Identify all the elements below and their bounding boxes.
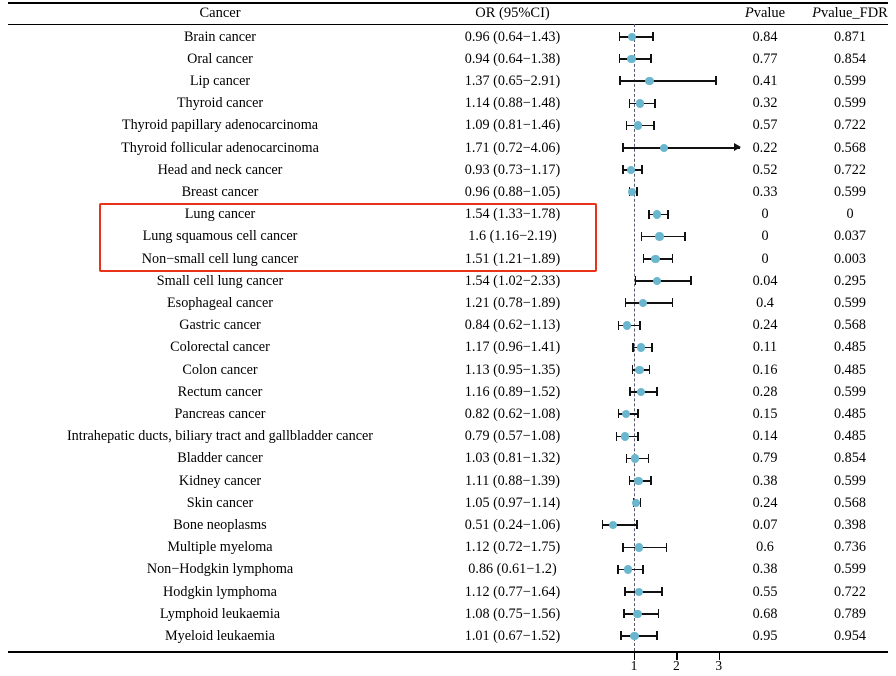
row-pvalue-fdr: 0.568 xyxy=(834,139,866,156)
row-interval-plot xyxy=(600,292,740,314)
or-point-marker xyxy=(653,277,661,285)
row-pvalue: 0.32 xyxy=(752,95,778,112)
row-or-ci: 0.96 (0.88−1.05) xyxy=(464,183,561,200)
row-interval-plot xyxy=(600,314,740,336)
row-label: Myeloid leukaemia xyxy=(165,627,275,644)
table-row xyxy=(0,625,896,647)
ci-upper-cap xyxy=(656,631,658,640)
row-label: Hodgkin lymphoma xyxy=(163,583,277,600)
row-label: Head and neck cancer xyxy=(157,161,283,178)
row-label: Colorectal cancer xyxy=(170,339,270,356)
row-pvalue-fdr: 0.854 xyxy=(834,50,866,67)
ci-lower-cap xyxy=(626,121,628,130)
row-or-ci: 1.21 (0.78−1.89) xyxy=(464,294,561,311)
row-pvalue-fdr: 0.789 xyxy=(834,605,866,622)
column-header-cancer: Cancer xyxy=(199,5,241,21)
ci-upper-cap xyxy=(715,76,717,85)
ci-lower-cap xyxy=(635,276,637,285)
ci-lower-cap xyxy=(624,587,626,596)
row-interval-plot xyxy=(600,336,740,358)
table-row xyxy=(0,181,896,203)
row-label: Kidney cancer xyxy=(178,472,262,489)
row-pvalue-fdr: 0.736 xyxy=(834,539,866,556)
table-row xyxy=(0,270,896,292)
confidence-interval-line xyxy=(625,302,672,304)
row-pvalue-fdr: 0.954 xyxy=(834,627,866,644)
row-pvalue: 0.57 xyxy=(752,117,778,134)
row-pvalue-fdr: 0.485 xyxy=(834,339,866,356)
table-row xyxy=(0,137,896,159)
ci-lower-cap xyxy=(629,387,631,396)
table-row xyxy=(0,314,896,336)
column-header-or: OR (95%CI) xyxy=(475,5,550,21)
row-or-ci: 1.09 (0.81−1.46) xyxy=(464,117,561,134)
ci-upper-cap xyxy=(641,165,643,174)
ci-upper-cap xyxy=(637,432,639,441)
confidence-interval-line xyxy=(622,147,740,149)
row-label: Lung squamous cell cancer xyxy=(142,228,298,245)
row-pvalue: 0.14 xyxy=(752,428,778,445)
ci-lower-cap xyxy=(618,409,620,418)
ci-lower-cap xyxy=(602,520,604,529)
row-pvalue: 0 xyxy=(761,228,769,245)
row-pvalue-fdr: 0 xyxy=(846,206,854,223)
row-or-ci: 1.05 (0.97−1.14) xyxy=(464,494,561,511)
row-label: Thyroid follicular adenocarcinoma xyxy=(121,139,319,156)
row-pvalue: 0.22 xyxy=(752,139,778,156)
or-point-marker xyxy=(624,565,632,573)
or-point-marker xyxy=(636,99,644,107)
row-label: Oral cancer xyxy=(187,50,253,67)
row-label: Pancreas cancer xyxy=(174,405,266,422)
table-row xyxy=(0,403,896,425)
table-row xyxy=(0,603,896,625)
ci-upper-cap xyxy=(648,454,650,463)
table-row xyxy=(0,359,896,381)
ci-upper-cap xyxy=(656,387,658,396)
row-label: Intrahepatic ducts, biliary tract and gallbladder cancer xyxy=(66,428,374,445)
row-pvalue-fdr: 0.485 xyxy=(834,405,866,422)
row-or-ci: 0.94 (0.64−1.38) xyxy=(464,50,561,67)
row-label: Skin cancer xyxy=(186,494,254,511)
row-label: Bone neoplasms xyxy=(173,516,267,533)
row-or-ci: 1.17 (0.96−1.41) xyxy=(464,339,561,356)
row-or-ci: 1.12 (0.72−1.75) xyxy=(464,539,561,556)
row-label: Small cell lung cancer xyxy=(156,272,284,289)
ci-upper-cap xyxy=(667,210,669,219)
ci-upper-cap xyxy=(684,232,686,241)
row-pvalue-fdr: 0.485 xyxy=(834,361,866,378)
row-label: Brain cancer xyxy=(183,28,257,45)
or-point-marker xyxy=(609,521,617,529)
or-point-marker xyxy=(635,588,643,596)
row-interval-plot xyxy=(600,625,740,647)
ci-lower-cap xyxy=(619,54,621,63)
row-pvalue: 0.77 xyxy=(752,50,778,67)
ci-upper-cap xyxy=(650,476,652,485)
column-header-pvalue-suffix: value xyxy=(753,5,786,21)
or-point-marker xyxy=(621,432,629,440)
row-or-ci: 1.14 (0.88−1.48) xyxy=(464,95,561,112)
row-interval-plot xyxy=(600,270,740,292)
column-header-pvalue-fdr: Pvalue_FDR xyxy=(812,5,888,21)
row-pvalue-fdr: 0.398 xyxy=(834,516,866,533)
axis-tick-label: 2 xyxy=(672,658,680,673)
row-pvalue: 0.15 xyxy=(752,405,778,422)
table-row xyxy=(0,292,896,314)
ci-lower-cap xyxy=(620,631,622,640)
table-row xyxy=(0,114,896,136)
row-label: Multiple myeloma xyxy=(167,539,273,556)
confidence-interval-line xyxy=(635,280,691,282)
row-interval-plot xyxy=(600,225,740,247)
row-pvalue: 0 xyxy=(761,206,769,223)
ci-lower-cap xyxy=(623,609,625,618)
or-point-marker xyxy=(655,232,663,240)
row-pvalue-fdr: 0.599 xyxy=(834,561,866,578)
ci-lower-cap xyxy=(622,165,624,174)
row-or-ci: 1.37 (0.65−2.91) xyxy=(464,72,561,89)
or-point-marker xyxy=(637,343,645,351)
or-point-marker xyxy=(635,543,643,551)
row-interval-plot xyxy=(600,70,740,92)
or-point-marker xyxy=(631,454,639,462)
row-pvalue-fdr: 0.037 xyxy=(834,228,866,245)
confidence-interval-line xyxy=(602,524,637,526)
row-pvalue-fdr: 0.599 xyxy=(834,383,866,400)
row-or-ci: 1.12 (0.77−1.64) xyxy=(464,583,561,600)
ci-upper-cap xyxy=(690,276,692,285)
row-pvalue: 0.6 xyxy=(756,539,774,556)
ci-lower-cap xyxy=(618,321,620,330)
row-interval-plot xyxy=(600,114,740,136)
row-pvalue-fdr: 0.568 xyxy=(834,494,866,511)
row-interval-plot xyxy=(600,181,740,203)
or-point-marker xyxy=(637,388,645,396)
row-pvalue: 0.07 xyxy=(752,516,778,533)
row-label: Gastric cancer xyxy=(179,317,261,334)
ci-upper-cap xyxy=(666,543,668,552)
or-point-marker xyxy=(651,255,659,263)
row-label: Lymphoid leukaemia xyxy=(159,605,281,622)
row-pvalue: 0.52 xyxy=(752,161,778,178)
row-pvalue-fdr: 0.599 xyxy=(834,472,866,489)
row-pvalue-fdr: 0.295 xyxy=(834,272,866,289)
row-interval-plot xyxy=(600,137,740,159)
row-pvalue: 0 xyxy=(761,250,769,267)
ci-upper-cap xyxy=(672,298,674,307)
row-or-ci: 0.51 (0.24−1.06) xyxy=(464,516,561,533)
ci-lower-cap xyxy=(622,143,624,152)
row-pvalue: 0.04 xyxy=(752,272,778,289)
row-pvalue-fdr: 0.568 xyxy=(834,317,866,334)
row-or-ci: 1.54 (1.33−1.78) xyxy=(464,206,561,223)
ci-lower-cap xyxy=(626,454,628,463)
ci-upper-cap xyxy=(651,343,653,352)
row-or-ci: 0.96 (0.64−1.43) xyxy=(464,28,561,45)
row-label: Rectum cancer xyxy=(177,383,263,400)
row-interval-plot xyxy=(600,248,740,270)
row-or-ci: 1.01 (0.67−1.52) xyxy=(464,627,561,644)
row-interval-plot xyxy=(600,359,740,381)
row-interval-plot xyxy=(600,603,740,625)
row-or-ci: 1.08 (0.75−1.56) xyxy=(464,605,561,622)
or-point-marker xyxy=(660,144,668,152)
row-interval-plot xyxy=(600,26,740,48)
table-row xyxy=(0,558,896,580)
ci-lower-cap xyxy=(643,254,645,263)
row-interval-plot xyxy=(600,203,740,225)
table-row xyxy=(0,381,896,403)
row-pvalue: 0.38 xyxy=(752,561,778,578)
row-pvalue: 0.55 xyxy=(752,583,778,600)
row-pvalue-fdr: 0.599 xyxy=(834,95,866,112)
row-pvalue: 0.79 xyxy=(752,450,778,467)
or-point-marker xyxy=(635,366,643,374)
row-pvalue-fdr: 0.003 xyxy=(834,250,866,267)
confidence-interval-line xyxy=(619,80,715,82)
row-pvalue-fdr: 0.722 xyxy=(834,161,866,178)
ci-lower-cap xyxy=(632,343,634,352)
row-or-ci: 1.6 (1.16−2.19) xyxy=(468,228,557,245)
or-point-marker xyxy=(627,55,635,63)
row-or-ci: 0.84 (0.62−1.13) xyxy=(464,317,561,334)
column-header-pvalue: Pvalue xyxy=(744,5,786,21)
row-interval-plot xyxy=(600,159,740,181)
row-or-ci: 1.51 (1.21−1.89) xyxy=(464,250,561,267)
ci-lower-cap xyxy=(616,432,618,441)
table-row xyxy=(0,336,896,358)
ci-upper-cap xyxy=(636,187,638,196)
row-pvalue-fdr: 0.485 xyxy=(834,428,866,445)
row-interval-plot xyxy=(600,381,740,403)
ci-upper-cap xyxy=(653,121,655,130)
or-point-marker xyxy=(623,321,631,329)
row-pvalue-fdr: 0.722 xyxy=(834,117,866,134)
row-or-ci: 1.16 (0.89−1.52) xyxy=(464,383,561,400)
row-pvalue-fdr: 0.854 xyxy=(834,450,866,467)
row-interval-plot xyxy=(600,492,740,514)
row-pvalue-fdr: 0.599 xyxy=(834,183,866,200)
table-row xyxy=(0,447,896,469)
ci-lower-cap xyxy=(629,99,631,108)
row-label: Colon cancer xyxy=(182,361,258,378)
row-interval-plot xyxy=(600,447,740,469)
row-interval-plot xyxy=(600,92,740,114)
row-or-ci: 0.82 (0.62−1.08) xyxy=(464,405,561,422)
ci-upper-cap xyxy=(652,32,654,41)
row-label: Thyroid papillary adenocarcinoma xyxy=(121,117,319,134)
ci-lower-cap xyxy=(629,476,631,485)
row-pvalue-fdr: 0.722 xyxy=(834,583,866,600)
or-point-marker xyxy=(630,632,638,640)
row-pvalue-fdr: 0.599 xyxy=(834,72,866,89)
ci-upper-cap xyxy=(661,587,663,596)
row-pvalue: 0.33 xyxy=(752,183,778,200)
ci-upper-cap xyxy=(636,520,638,529)
ci-upper-cap xyxy=(642,565,644,574)
highlight-box xyxy=(99,203,597,272)
row-interval-plot xyxy=(600,514,740,536)
or-point-marker xyxy=(634,121,642,129)
table-row xyxy=(0,492,896,514)
row-pvalue: 0.38 xyxy=(752,472,778,489)
or-point-marker xyxy=(628,33,636,41)
row-interval-plot xyxy=(600,403,740,425)
row-pvalue: 0.68 xyxy=(752,605,778,622)
row-interval-plot xyxy=(600,48,740,70)
ci-upper-cap xyxy=(637,409,639,418)
ci-upper-cap xyxy=(658,609,660,618)
row-interval-plot xyxy=(600,425,740,447)
ci-lower-cap xyxy=(617,565,619,574)
ci-lower-cap xyxy=(619,32,621,41)
or-point-marker xyxy=(653,210,661,218)
row-interval-plot xyxy=(600,581,740,603)
ci-upper-cap xyxy=(649,365,651,374)
row-pvalue: 0.24 xyxy=(752,494,778,511)
or-point-marker xyxy=(627,166,635,174)
ci-lower-cap xyxy=(622,543,624,552)
ci-upper-cap xyxy=(672,254,674,263)
row-pvalue: 0.95 xyxy=(752,627,778,644)
row-label: Lung cancer xyxy=(184,206,256,223)
row-pvalue: 0.24 xyxy=(752,317,778,334)
ci-upper-cap xyxy=(650,54,652,63)
table-row xyxy=(0,48,896,70)
row-or-ci: 1.11 (0.88−1.39) xyxy=(465,472,560,489)
ci-lower-cap xyxy=(641,232,643,241)
table-row xyxy=(0,159,896,181)
column-header-pvalue-fdr-suffix: value_FDR xyxy=(821,5,888,21)
or-point-marker xyxy=(639,299,647,307)
row-label: Thyroid cancer xyxy=(176,95,264,112)
ci-lower-cap xyxy=(619,76,621,85)
table-row xyxy=(0,26,896,48)
row-label: Bladder cancer xyxy=(177,450,263,467)
row-pvalue: 0.11 xyxy=(752,339,778,356)
ci-lower-cap xyxy=(632,365,634,374)
row-interval-plot xyxy=(600,536,740,558)
row-pvalue: 0.28 xyxy=(752,383,778,400)
row-or-ci: 1.03 (0.81−1.32) xyxy=(464,450,561,467)
table-row xyxy=(0,470,896,492)
table-top-rule xyxy=(8,2,888,4)
row-pvalue: 0.41 xyxy=(752,72,778,89)
row-interval-plot xyxy=(600,558,740,580)
table-row xyxy=(0,425,896,447)
row-pvalue: 0.84 xyxy=(752,28,778,45)
row-label: Non−Hodgkin lymphoma xyxy=(146,561,294,578)
table-row xyxy=(0,70,896,92)
row-or-ci: 1.54 (1.02−2.33) xyxy=(464,272,561,289)
row-or-ci: 1.71 (0.72−4.06) xyxy=(464,139,561,156)
axis-tick-label: 1 xyxy=(630,658,638,673)
row-label: Breast cancer xyxy=(181,183,259,200)
or-point-marker xyxy=(622,410,630,418)
table-row xyxy=(0,536,896,558)
ci-lower-cap xyxy=(625,298,627,307)
row-pvalue: 0.16 xyxy=(752,361,778,378)
table-row xyxy=(0,92,896,114)
row-or-ci: 0.79 (0.57−1.08) xyxy=(464,428,561,445)
row-or-ci: 0.93 (0.73−1.17) xyxy=(464,161,561,178)
table-row xyxy=(0,581,896,603)
ci-upper-cap xyxy=(639,321,641,330)
ci-upper-arrow xyxy=(734,143,741,151)
ci-upper-cap xyxy=(654,99,656,108)
ci-lower-cap xyxy=(648,210,650,219)
row-pvalue: 0.4 xyxy=(756,294,774,311)
or-point-marker xyxy=(634,477,642,485)
row-label: Lip cancer xyxy=(189,72,251,89)
row-interval-plot xyxy=(600,470,740,492)
row-or-ci: 0.86 (0.61−1.2) xyxy=(468,561,557,578)
ci-upper-cap xyxy=(640,498,642,507)
row-label: Esophageal cancer xyxy=(167,294,273,311)
or-point-marker xyxy=(633,610,641,618)
row-pvalue-fdr: 0.599 xyxy=(834,294,866,311)
table-row xyxy=(0,514,896,536)
row-pvalue-fdr: 0.871 xyxy=(834,28,866,45)
or-point-marker xyxy=(645,77,653,85)
confidence-interval-line xyxy=(622,547,666,549)
axis-tick-label: 3 xyxy=(715,658,723,673)
row-label: Non−small cell lung cancer xyxy=(141,250,299,267)
x-axis xyxy=(600,653,760,675)
row-or-ci: 1.13 (0.95−1.35) xyxy=(464,361,561,378)
